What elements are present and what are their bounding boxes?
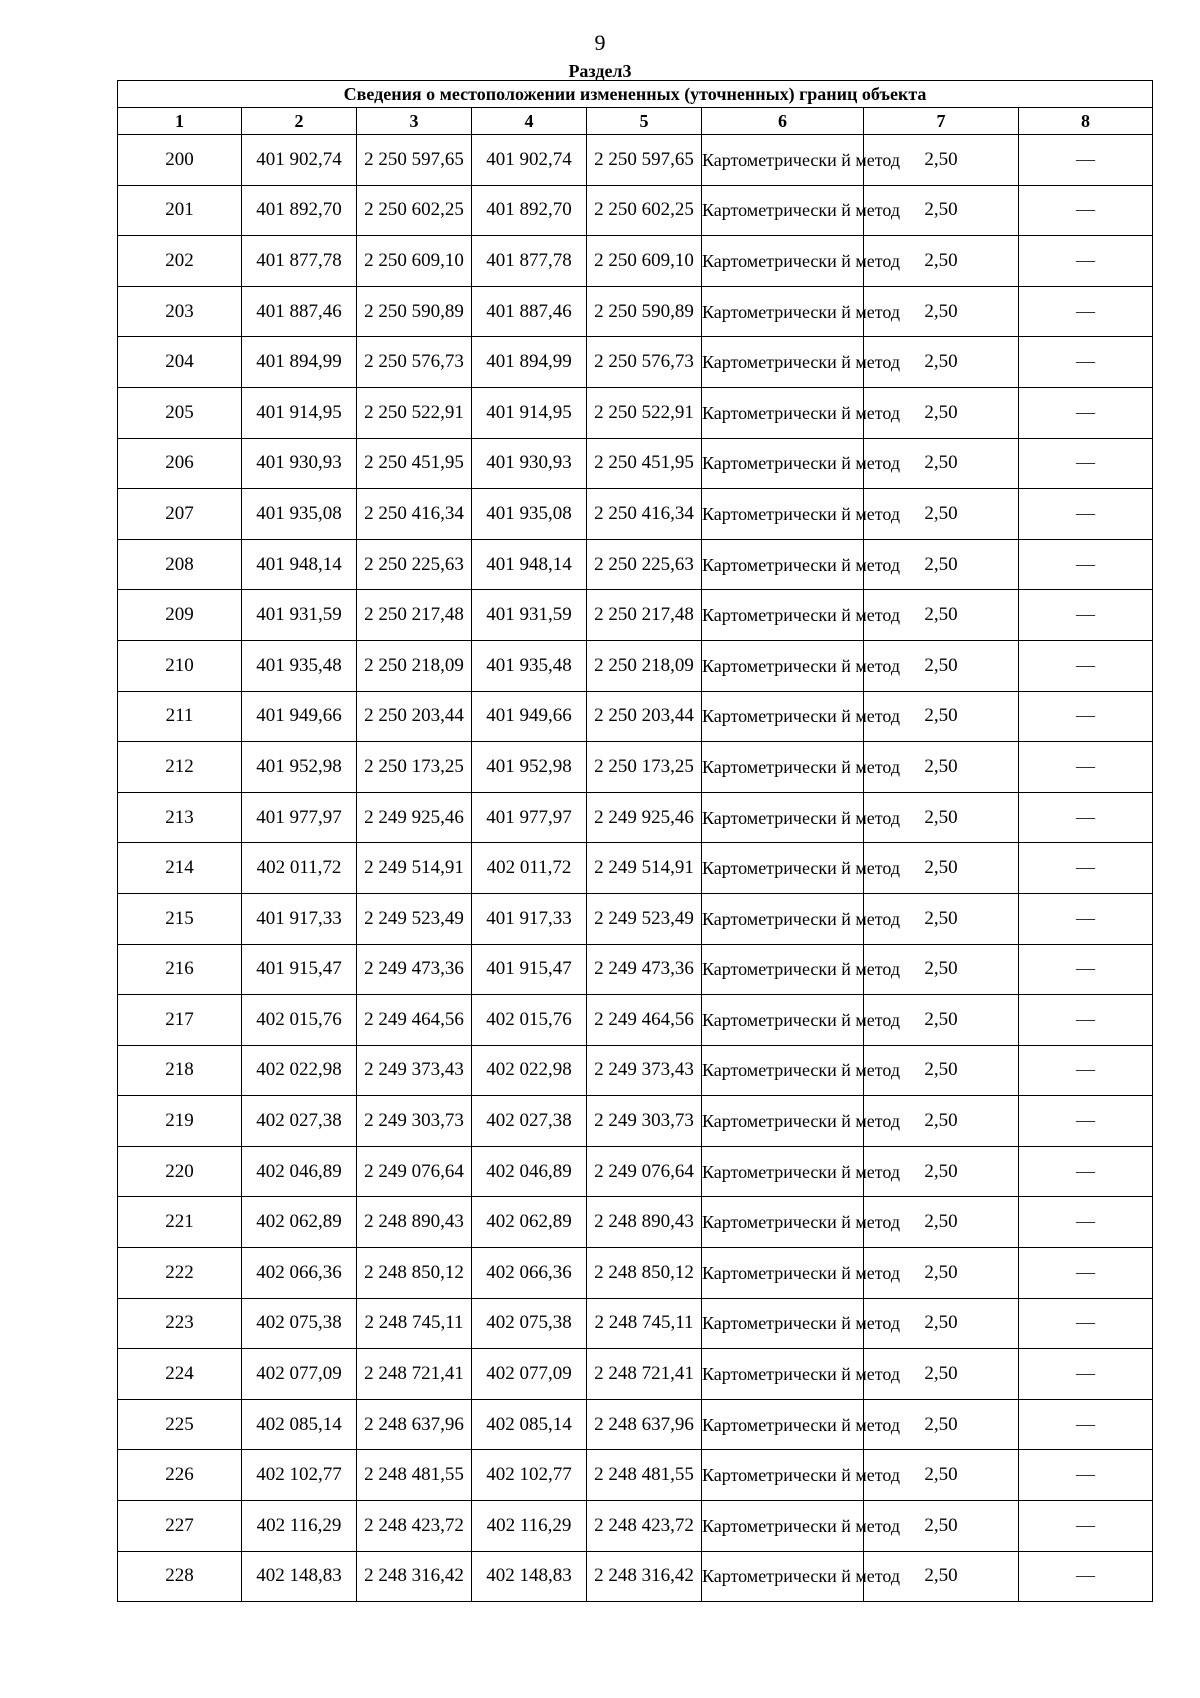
y-coordinate-new-cell: 2 250 173,25 [587,742,702,793]
x-coordinate-cell: 401 949,66 [242,691,357,742]
precision-cell: 2,50 [864,1146,1019,1197]
x-coordinate-cell: 401 917,33 [242,893,357,944]
y-coordinate-cell: 2 249 373,43 [357,1045,472,1096]
point-number-cell: 219 [118,1096,242,1147]
method-cell: Картометрически й метод [702,185,864,236]
y-coordinate-new-cell: 2 250 609,10 [587,236,702,287]
point-number-cell: 217 [118,995,242,1046]
note-cell: — [1019,387,1153,438]
table-row [118,489,1153,540]
table-row [118,185,1153,236]
y-coordinate-cell: 2 250 217,48 [357,590,472,641]
x-coordinate-cell: 402 011,72 [242,843,357,894]
note-cell: — [1019,742,1153,793]
x-coordinate-new-cell: 402 015,76 [472,995,587,1046]
column-header: 5 [587,108,702,135]
precision-cell: 2,50 [864,1551,1019,1602]
x-coordinate-new-cell: 401 935,48 [472,640,587,691]
table-row [118,236,1153,287]
x-coordinate-new-cell: 402 022,98 [472,1045,587,1096]
y-coordinate-new-cell: 2 250 597,65 [587,135,702,186]
column-header: 8 [1019,108,1153,135]
y-coordinate-cell: 2 249 514,91 [357,843,472,894]
table-row [118,792,1153,843]
x-coordinate-new-cell: 401 949,66 [472,691,587,742]
x-coordinate-new-cell: 401 917,33 [472,893,587,944]
method-cell: Картометрически й метод [702,135,864,186]
y-coordinate-new-cell: 2 250 522,91 [587,387,702,438]
point-number-cell: 200 [118,135,242,186]
method-cell: Картометрически й метод [702,590,864,641]
y-coordinate-cell: 2 250 173,25 [357,742,472,793]
method-cell: Картометрически й метод [702,286,864,337]
point-number-cell: 215 [118,893,242,944]
note-cell: — [1019,691,1153,742]
table-row [118,1298,1153,1349]
method-cell: Картометрически й метод [702,337,864,388]
x-coordinate-cell: 402 075,38 [242,1298,357,1349]
note-cell: — [1019,843,1153,894]
y-coordinate-new-cell: 2 250 451,95 [587,438,702,489]
table-row [118,135,1153,186]
x-coordinate-cell: 401 914,95 [242,387,357,438]
y-coordinate-new-cell: 2 249 473,36 [587,944,702,995]
y-coordinate-new-cell: 2 250 590,89 [587,286,702,337]
table-row [118,640,1153,691]
x-coordinate-cell: 401 935,48 [242,640,357,691]
point-number-cell: 207 [118,489,242,540]
y-coordinate-new-cell: 2 249 373,43 [587,1045,702,1096]
y-coordinate-new-cell: 2 250 576,73 [587,337,702,388]
y-coordinate-cell: 2 250 416,34 [357,489,472,540]
note-cell: — [1019,1501,1153,1552]
x-coordinate-new-cell: 401 902,74 [472,135,587,186]
y-coordinate-cell: 2 248 423,72 [357,1501,472,1552]
table-row [118,1551,1153,1602]
x-coordinate-new-cell: 401 930,93 [472,438,587,489]
y-coordinate-new-cell: 2 250 203,44 [587,691,702,742]
note-cell: — [1019,995,1153,1046]
precision-cell: 2,50 [864,792,1019,843]
y-coordinate-new-cell: 2 248 745,11 [587,1298,702,1349]
y-coordinate-new-cell: 2 249 464,56 [587,995,702,1046]
precision-cell: 2,50 [864,1096,1019,1147]
column-header: 7 [864,108,1019,135]
column-header: 2 [242,108,357,135]
x-coordinate-new-cell: 401 894,99 [472,337,587,388]
x-coordinate-cell: 401 887,46 [242,286,357,337]
precision-cell: 2,50 [864,286,1019,337]
note-cell: — [1019,893,1153,944]
y-coordinate-new-cell: 2 249 303,73 [587,1096,702,1147]
method-cell: Картометрически й метод [702,792,864,843]
table-caption: Сведения о местоположении измененных (уточненных) границ объекта [118,81,1153,108]
x-coordinate-new-cell: 401 952,98 [472,742,587,793]
x-coordinate-cell: 401 935,08 [242,489,357,540]
y-coordinate-cell: 2 250 590,89 [357,286,472,337]
method-cell: Картометрически й метод [702,1399,864,1450]
y-coordinate-cell: 2 250 576,73 [357,337,472,388]
note-cell: — [1019,236,1153,287]
point-number-cell: 212 [118,742,242,793]
y-coordinate-cell: 2 249 473,36 [357,944,472,995]
y-coordinate-new-cell: 2 250 225,63 [587,539,702,590]
precision-cell: 2,50 [864,1399,1019,1450]
note-cell: — [1019,135,1153,186]
y-coordinate-cell: 2 248 745,11 [357,1298,472,1349]
method-cell: Картометрически й метод [702,893,864,944]
precision-cell: 2,50 [864,1197,1019,1248]
x-coordinate-new-cell: 402 077,09 [472,1349,587,1400]
note-cell: — [1019,438,1153,489]
precision-cell: 2,50 [864,135,1019,186]
y-coordinate-cell: 2 250 602,25 [357,185,472,236]
x-coordinate-cell: 401 894,99 [242,337,357,388]
point-number-cell: 214 [118,843,242,894]
section-title: Раздел3 [568,61,632,81]
table-row [118,337,1153,388]
method-cell: Картометрически й метод [702,742,864,793]
y-coordinate-cell: 2 248 637,96 [357,1399,472,1450]
table-row [118,387,1153,438]
x-coordinate-new-cell: 401 977,97 [472,792,587,843]
method-cell: Картометрически й метод [702,489,864,540]
point-number-cell: 225 [118,1399,242,1450]
y-coordinate-cell: 2 250 451,95 [357,438,472,489]
point-number-cell: 204 [118,337,242,388]
column-header: 3 [357,108,472,135]
y-coordinate-cell: 2 249 464,56 [357,995,472,1046]
note-cell: — [1019,1298,1153,1349]
y-coordinate-cell: 2 249 076,64 [357,1146,472,1197]
precision-cell: 2,50 [864,539,1019,590]
x-coordinate-cell: 402 077,09 [242,1349,357,1400]
method-cell: Картометрически й метод [702,1146,864,1197]
point-number-cell: 221 [118,1197,242,1248]
point-number-cell: 227 [118,1501,242,1552]
note-cell: — [1019,1146,1153,1197]
method-cell: Картометрически й метод [702,944,864,995]
table-row [118,286,1153,337]
point-number-cell: 213 [118,792,242,843]
point-number-cell: 211 [118,691,242,742]
y-coordinate-new-cell: 2 248 637,96 [587,1399,702,1450]
x-coordinate-new-cell: 402 102,77 [472,1450,587,1501]
note-cell: — [1019,1096,1153,1147]
method-cell: Картометрически й метод [702,1096,864,1147]
method-cell: Картометрически й метод [702,640,864,691]
precision-cell: 2,50 [864,185,1019,236]
y-coordinate-cell: 2 249 303,73 [357,1096,472,1147]
y-coordinate-cell: 2 248 316,42 [357,1551,472,1602]
point-number-cell: 201 [118,185,242,236]
method-cell: Картометрически й метод [702,236,864,287]
y-coordinate-cell: 2 250 597,65 [357,135,472,186]
point-number-cell: 228 [118,1551,242,1602]
x-coordinate-cell: 402 062,89 [242,1197,357,1248]
method-cell: Картометрически й метод [702,1501,864,1552]
point-number-cell: 220 [118,1146,242,1197]
method-cell: Картометрически й метод [702,1248,864,1299]
precision-cell: 2,50 [864,893,1019,944]
note-cell: — [1019,489,1153,540]
precision-cell: 2,50 [864,1450,1019,1501]
x-coordinate-new-cell: 401 948,14 [472,539,587,590]
precision-cell: 2,50 [864,438,1019,489]
note-cell: — [1019,185,1153,236]
column-header: 6 [702,108,864,135]
x-coordinate-new-cell: 401 877,78 [472,236,587,287]
x-coordinate-cell: 401 977,97 [242,792,357,843]
y-coordinate-cell: 2 248 721,41 [357,1349,472,1400]
method-cell: Картометрически й метод [702,539,864,590]
point-number-cell: 209 [118,590,242,641]
precision-cell: 2,50 [864,236,1019,287]
x-coordinate-new-cell: 402 062,89 [472,1197,587,1248]
note-cell: — [1019,337,1153,388]
point-number-cell: 223 [118,1298,242,1349]
precision-cell: 2,50 [864,489,1019,540]
x-coordinate-cell: 402 116,29 [242,1501,357,1552]
y-coordinate-new-cell: 2 248 423,72 [587,1501,702,1552]
note-cell: — [1019,1399,1153,1450]
x-coordinate-new-cell: 402 148,83 [472,1551,587,1602]
method-cell: Картометрически й метод [702,438,864,489]
precision-cell: 2,50 [864,691,1019,742]
y-coordinate-cell: 2 250 225,63 [357,539,472,590]
y-coordinate-cell: 2 250 522,91 [357,387,472,438]
y-coordinate-new-cell: 2 248 850,12 [587,1248,702,1299]
x-coordinate-new-cell: 402 011,72 [472,843,587,894]
y-coordinate-new-cell: 2 249 925,46 [587,792,702,843]
point-number-cell: 206 [118,438,242,489]
y-coordinate-new-cell: 2 248 721,41 [587,1349,702,1400]
x-coordinate-cell: 402 102,77 [242,1450,357,1501]
note-cell: — [1019,1551,1153,1602]
y-coordinate-cell: 2 249 523,49 [357,893,472,944]
table-row [118,590,1153,641]
x-coordinate-new-cell: 402 027,38 [472,1096,587,1147]
precision-cell: 2,50 [864,640,1019,691]
table-row [118,893,1153,944]
x-coordinate-cell: 401 892,70 [242,185,357,236]
y-coordinate-cell: 2 248 890,43 [357,1197,472,1248]
method-cell: Картометрически й метод [702,1450,864,1501]
x-coordinate-cell: 402 148,83 [242,1551,357,1602]
precision-cell: 2,50 [864,1248,1019,1299]
method-cell: Картометрически й метод [702,843,864,894]
precision-cell: 2,50 [864,1298,1019,1349]
precision-cell: 2,50 [864,944,1019,995]
table-row [118,1450,1153,1501]
x-coordinate-new-cell: 401 887,46 [472,286,587,337]
y-coordinate-new-cell: 2 249 523,49 [587,893,702,944]
point-number-cell: 208 [118,539,242,590]
table-row [118,1399,1153,1450]
x-coordinate-cell: 402 066,36 [242,1248,357,1299]
x-coordinate-new-cell: 402 085,14 [472,1399,587,1450]
x-coordinate-cell: 402 085,14 [242,1399,357,1450]
note-cell: — [1019,640,1153,691]
method-cell: Картометрически й метод [702,1349,864,1400]
x-coordinate-cell: 401 915,47 [242,944,357,995]
table-row [118,742,1153,793]
table-row [118,1146,1153,1197]
point-number-cell: 202 [118,236,242,287]
x-coordinate-new-cell: 401 915,47 [472,944,587,995]
x-coordinate-cell: 401 902,74 [242,135,357,186]
point-number-cell: 224 [118,1349,242,1400]
note-cell: — [1019,590,1153,641]
x-coordinate-new-cell: 401 935,08 [472,489,587,540]
note-cell: — [1019,1045,1153,1096]
table-row [118,539,1153,590]
precision-cell: 2,50 [864,387,1019,438]
column-header: 4 [472,108,587,135]
y-coordinate-cell: 2 250 203,44 [357,691,472,742]
method-cell: Картометрически й метод [702,1298,864,1349]
note-cell: — [1019,539,1153,590]
y-coordinate-new-cell: 2 248 316,42 [587,1551,702,1602]
table-body [118,135,1153,1602]
y-coordinate-new-cell: 2 248 890,43 [587,1197,702,1248]
x-coordinate-cell: 401 952,98 [242,742,357,793]
point-number-cell: 203 [118,286,242,337]
precision-cell: 2,50 [864,843,1019,894]
y-coordinate-new-cell: 2 250 218,09 [587,640,702,691]
x-coordinate-new-cell: 401 914,95 [472,387,587,438]
x-coordinate-new-cell: 402 075,38 [472,1298,587,1349]
table-row [118,1501,1153,1552]
y-coordinate-cell: 2 250 218,09 [357,640,472,691]
table-row [118,1197,1153,1248]
note-cell: — [1019,944,1153,995]
precision-cell: 2,50 [864,337,1019,388]
point-number-cell: 226 [118,1450,242,1501]
x-coordinate-new-cell: 402 066,36 [472,1248,587,1299]
method-cell: Картометрически й метод [702,1045,864,1096]
point-number-cell: 222 [118,1248,242,1299]
table-row [118,691,1153,742]
y-coordinate-cell: 2 248 481,55 [357,1450,472,1501]
column-header: 1 [118,108,242,135]
precision-cell: 2,50 [864,742,1019,793]
point-number-cell: 218 [118,1045,242,1096]
precision-cell: 2,50 [864,590,1019,641]
x-coordinate-cell: 402 022,98 [242,1045,357,1096]
table-row [118,1349,1153,1400]
x-coordinate-new-cell: 402 116,29 [472,1501,587,1552]
y-coordinate-cell: 2 250 609,10 [357,236,472,287]
point-number-cell: 210 [118,640,242,691]
method-cell: Картометрически й метод [702,691,864,742]
x-coordinate-new-cell: 401 931,59 [472,590,587,641]
x-coordinate-cell: 401 948,14 [242,539,357,590]
y-coordinate-new-cell: 2 250 416,34 [587,489,702,540]
x-coordinate-new-cell: 402 046,89 [472,1146,587,1197]
precision-cell: 2,50 [864,995,1019,1046]
note-cell: — [1019,1197,1153,1248]
y-coordinate-new-cell: 2 249 514,91 [587,843,702,894]
y-coordinate-new-cell: 2 250 602,25 [587,185,702,236]
table-row [118,1045,1153,1096]
point-number-cell: 205 [118,387,242,438]
x-coordinate-cell: 401 931,59 [242,590,357,641]
page-number: 9 [594,30,606,55]
x-coordinate-cell: 401 930,93 [242,438,357,489]
y-coordinate-new-cell: 2 250 217,48 [587,590,702,641]
precision-cell: 2,50 [864,1501,1019,1552]
column-number-row [118,108,1153,135]
method-cell: Картометрически й метод [702,995,864,1046]
table-row [118,995,1153,1046]
note-cell: — [1019,1450,1153,1501]
coordinates-table [117,80,1153,1602]
point-number-cell: 216 [118,944,242,995]
note-cell: — [1019,1349,1153,1400]
x-coordinate-cell: 402 015,76 [242,995,357,1046]
x-coordinate-cell: 401 877,78 [242,236,357,287]
x-coordinate-cell: 402 046,89 [242,1146,357,1197]
method-cell: Картометрически й метод [702,1551,864,1602]
table-row [118,1096,1153,1147]
table-row [118,944,1153,995]
note-cell: — [1019,286,1153,337]
y-coordinate-cell: 2 248 850,12 [357,1248,472,1299]
method-cell: Картометрически й метод [702,387,864,438]
y-coordinate-new-cell: 2 248 481,55 [587,1450,702,1501]
table-row [118,843,1153,894]
x-coordinate-cell: 402 027,38 [242,1096,357,1147]
x-coordinate-new-cell: 401 892,70 [472,185,587,236]
precision-cell: 2,50 [864,1349,1019,1400]
y-coordinate-cell: 2 249 925,46 [357,792,472,843]
note-cell: — [1019,792,1153,843]
method-cell: Картометрически й метод [702,1197,864,1248]
y-coordinate-new-cell: 2 249 076,64 [587,1146,702,1197]
precision-cell: 2,50 [864,1045,1019,1096]
note-cell: — [1019,1248,1153,1299]
table-row [118,1248,1153,1299]
table-row [118,438,1153,489]
